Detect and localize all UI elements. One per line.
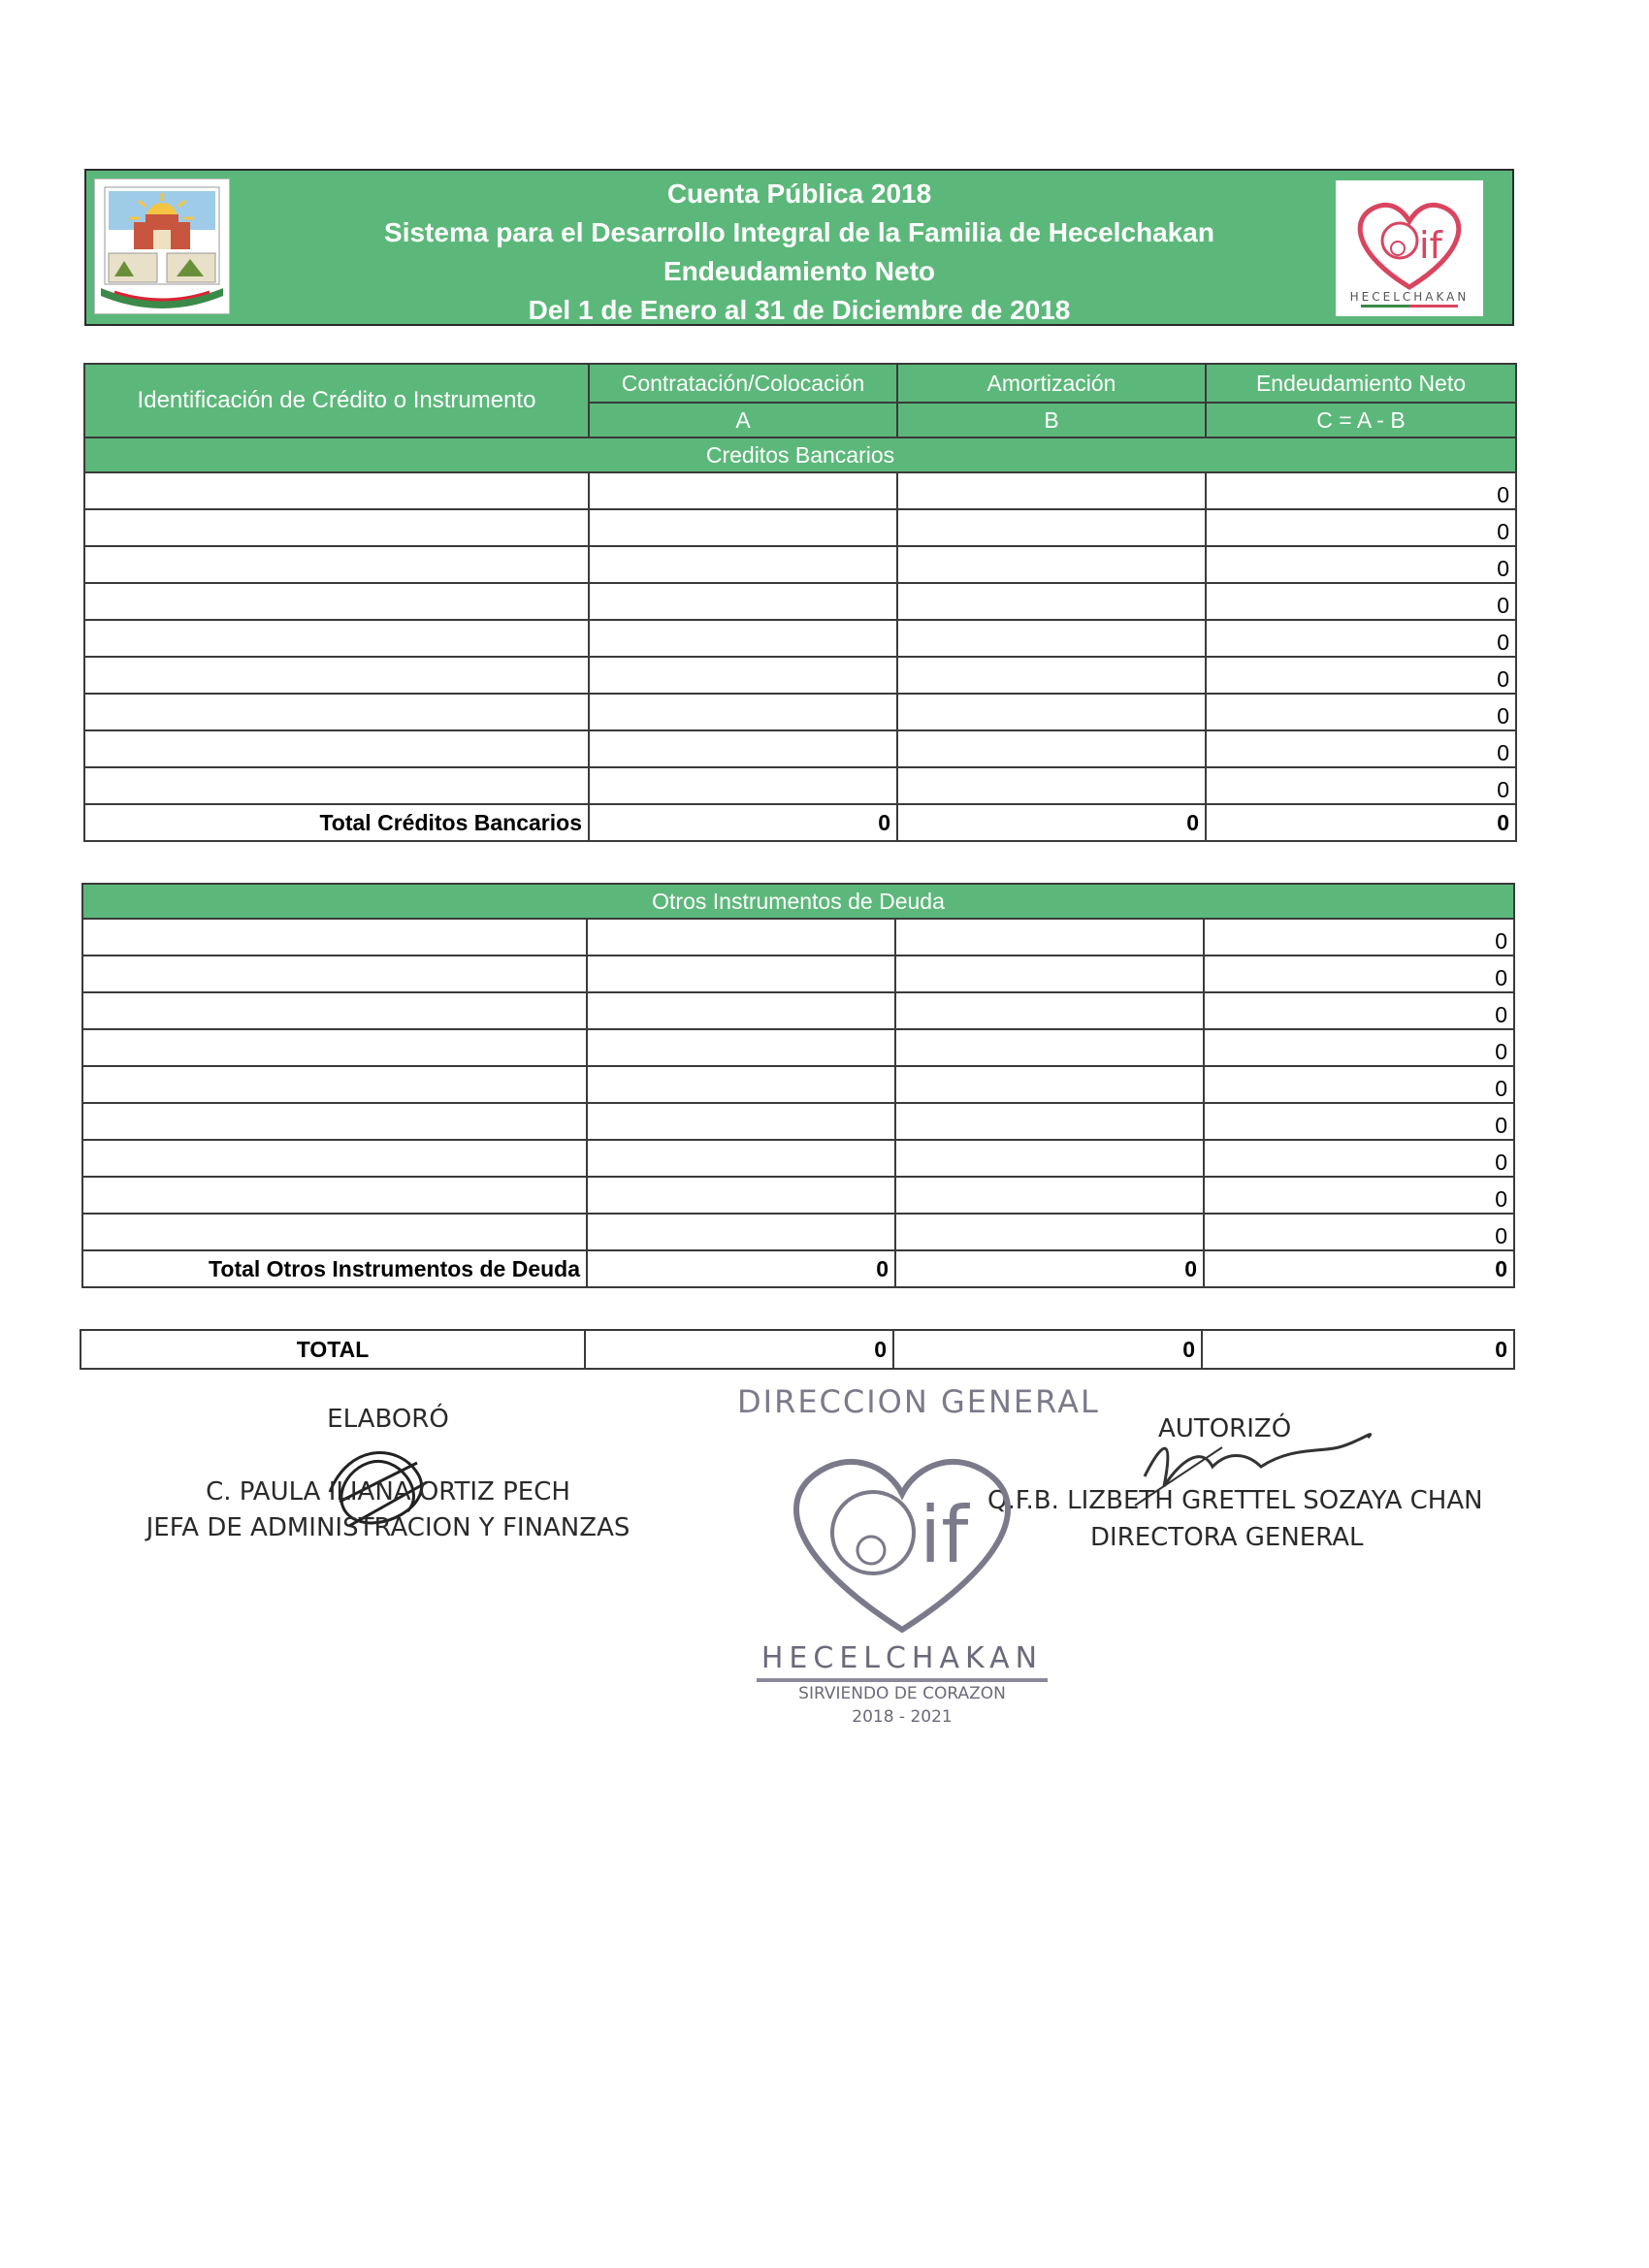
empty-cell — [587, 1103, 895, 1140]
empty-cell — [82, 956, 587, 992]
header-title-line1: Cuenta Pública 2018 — [666, 178, 932, 209]
empty-cell — [897, 509, 1206, 546]
empty-cell — [82, 1103, 587, 1140]
empty-cell — [897, 694, 1206, 730]
empty-cell — [589, 509, 897, 546]
empty-cell — [897, 472, 1206, 509]
endeudamiento-cell: 0 — [1204, 1177, 1514, 1214]
col-header-identificacion: Identificación de Crédito o Instrumento — [84, 364, 589, 437]
table-row — [84, 509, 1516, 546]
empty-cell — [84, 694, 589, 730]
municipal-coat-of-arms-logo — [94, 178, 230, 314]
empty-cell — [587, 992, 895, 1029]
empty-cell — [587, 1214, 895, 1250]
col-header-amortizacion: Amortización — [897, 364, 1206, 403]
col-header-endeudamiento: Endeudamiento Neto — [1206, 364, 1516, 403]
stamp-town: HECELCHAKAN — [760, 1641, 1044, 1675]
empty-cell — [84, 767, 589, 804]
empty-cell — [895, 1066, 1204, 1103]
endeudamiento-cell: 0 — [1206, 509, 1516, 546]
empty-cell — [587, 1029, 895, 1066]
empty-cell — [895, 919, 1204, 956]
empty-cell — [897, 730, 1206, 767]
signature-left-title: ELABORÓ — [327, 1405, 449, 1434]
stamp-period: 2018 - 2021 — [852, 1707, 953, 1727]
otros-instrumentos-table — [81, 883, 1515, 1288]
grand-total-b: 0 — [893, 1330, 1202, 1369]
dif-logo-town: HECELCHAKAN — [1349, 290, 1470, 304]
empty-cell — [897, 767, 1206, 804]
table-row — [84, 657, 1516, 694]
signature-left-name: C. PAULA ILIANA ORTIZ PECH — [206, 1477, 570, 1507]
empty-cell — [84, 509, 589, 546]
table-row — [82, 992, 1514, 1029]
grand-total-table — [80, 1329, 1515, 1370]
official-stamp — [737, 1377, 1100, 1736]
dif-logo — [1336, 180, 1483, 316]
empty-cell — [895, 1214, 1204, 1250]
total-label: Total Otros Instrumentos de Deuda — [82, 1250, 587, 1287]
endeudamiento-cell: 0 — [1204, 992, 1514, 1029]
endeudamiento-cell: 0 — [1206, 694, 1516, 730]
col-sub-a: A — [589, 403, 897, 437]
empty-cell — [895, 1103, 1204, 1140]
endeudamiento-cell: 0 — [1206, 546, 1516, 583]
table-row — [84, 767, 1516, 804]
empty-cell — [82, 1066, 587, 1103]
endeudamiento-cell: 0 — [1204, 956, 1514, 992]
empty-cell — [84, 583, 589, 620]
endeudamiento-cell: 0 — [1206, 730, 1516, 767]
endeudamiento-cell: 0 — [1206, 472, 1516, 509]
table-row — [82, 1214, 1514, 1250]
empty-cell — [589, 620, 897, 657]
empty-cell — [587, 956, 895, 992]
empty-cell — [895, 1029, 1204, 1066]
section-title-otros-instrumentos: Otros Instrumentos de Deuda — [82, 884, 1514, 919]
header-title-line4: Del 1 de Enero al 31 de Diciembre de 2018 — [528, 295, 1071, 325]
empty-cell — [82, 992, 587, 1029]
empty-cell — [84, 546, 589, 583]
empty-cell — [82, 1214, 587, 1250]
empty-cell — [895, 1140, 1204, 1177]
total-a: 0 — [589, 804, 897, 841]
empty-cell — [589, 657, 897, 694]
empty-cell — [589, 730, 897, 767]
empty-cell — [895, 992, 1204, 1029]
signature-right-title: AUTORIZÓ — [1158, 1414, 1292, 1443]
col-sub-c: C = A - B — [1206, 403, 1516, 437]
stamp-motto: SIRVIENDO DE CORAZON — [798, 1684, 1006, 1703]
table-row — [82, 956, 1514, 992]
report-header — [84, 169, 1514, 326]
empty-cell — [895, 1177, 1204, 1214]
table-row — [84, 472, 1516, 509]
signature-right-role: DIRECTORA GENERAL — [1090, 1523, 1364, 1552]
empty-cell — [897, 620, 1206, 657]
table-row — [82, 919, 1514, 956]
empty-cell — [587, 1066, 895, 1103]
table-row — [84, 730, 1516, 767]
total-b: 0 — [897, 804, 1206, 841]
endeudamiento-cell: 0 — [1204, 1066, 1514, 1103]
signature-right-name: Q.F.B. LIZBETH GRETTEL SOZAYA CHAN — [987, 1486, 1483, 1515]
total-row-otros — [82, 1250, 1514, 1287]
header-title-line3: Endeudamiento Neto — [663, 256, 935, 286]
empty-cell — [84, 730, 589, 767]
endeudamiento-cell: 0 — [1204, 1103, 1514, 1140]
grand-total-label: TOTAL — [81, 1330, 585, 1369]
total-c: 0 — [1204, 1250, 1514, 1287]
empty-cell — [897, 657, 1206, 694]
table-row — [82, 1177, 1514, 1214]
empty-cell — [895, 956, 1204, 992]
empty-cell — [589, 694, 897, 730]
signature-left-role: JEFA DE ADMINISTRACION Y FINANZAS — [146, 1513, 630, 1542]
empty-cell — [589, 583, 897, 620]
empty-cell — [587, 1140, 895, 1177]
stamp-top-text: DIRECCION GENERAL — [737, 1383, 1100, 1420]
total-label: Total Créditos Bancarios — [84, 804, 589, 841]
total-c: 0 — [1206, 804, 1516, 841]
stamp-heart-icon — [757, 1426, 1048, 1649]
empty-cell — [84, 620, 589, 657]
empty-cell — [897, 546, 1206, 583]
total-a: 0 — [587, 1250, 895, 1287]
endeudamiento-cell: 0 — [1206, 657, 1516, 694]
col-header-contratacion: Contratación/Colocación — [589, 364, 897, 403]
endeudamiento-cell: 0 — [1204, 919, 1514, 956]
table-row — [82, 1103, 1514, 1140]
table-row — [82, 1140, 1514, 1177]
stamp-brand: if — [920, 1490, 969, 1580]
empty-cell — [82, 1140, 587, 1177]
empty-cell — [82, 919, 587, 956]
table-row — [84, 583, 1516, 620]
table-row — [82, 1029, 1514, 1066]
col-sub-b: B — [897, 403, 1206, 437]
empty-cell — [82, 1177, 587, 1214]
table-row — [82, 1066, 1514, 1103]
total-row-bancarios — [84, 804, 1516, 841]
empty-cell — [589, 546, 897, 583]
dif-logo-brand: if — [1419, 224, 1442, 267]
creditos-bancarios-table — [83, 363, 1517, 842]
grand-total-c: 0 — [1202, 1330, 1514, 1369]
empty-cell — [84, 472, 589, 509]
table-row — [84, 620, 1516, 657]
endeudamiento-cell: 0 — [1204, 1029, 1514, 1066]
grand-total-a: 0 — [585, 1330, 893, 1369]
empty-cell — [587, 1177, 895, 1214]
empty-cell — [897, 583, 1206, 620]
header-title-line2: Sistema para el Desarrollo Integral de la Familia de Hecelchakan — [384, 217, 1214, 247]
endeudamiento-cell: 0 — [1204, 1140, 1514, 1177]
empty-cell — [587, 919, 895, 956]
empty-cell — [82, 1029, 587, 1066]
endeudamiento-cell: 0 — [1204, 1214, 1514, 1250]
endeudamiento-cell: 0 — [1206, 583, 1516, 620]
endeudamiento-cell: 0 — [1206, 767, 1516, 804]
endeudamiento-cell: 0 — [1206, 620, 1516, 657]
empty-cell — [589, 472, 897, 509]
header-titles — [280, 175, 1318, 330]
stamp-divider — [757, 1678, 1048, 1682]
table-row — [84, 546, 1516, 583]
empty-cell — [84, 657, 589, 694]
total-b: 0 — [895, 1250, 1204, 1287]
table-row — [84, 694, 1516, 730]
section-title-creditos-bancarios: Creditos Bancarios — [84, 437, 1516, 472]
empty-cell — [589, 767, 897, 804]
